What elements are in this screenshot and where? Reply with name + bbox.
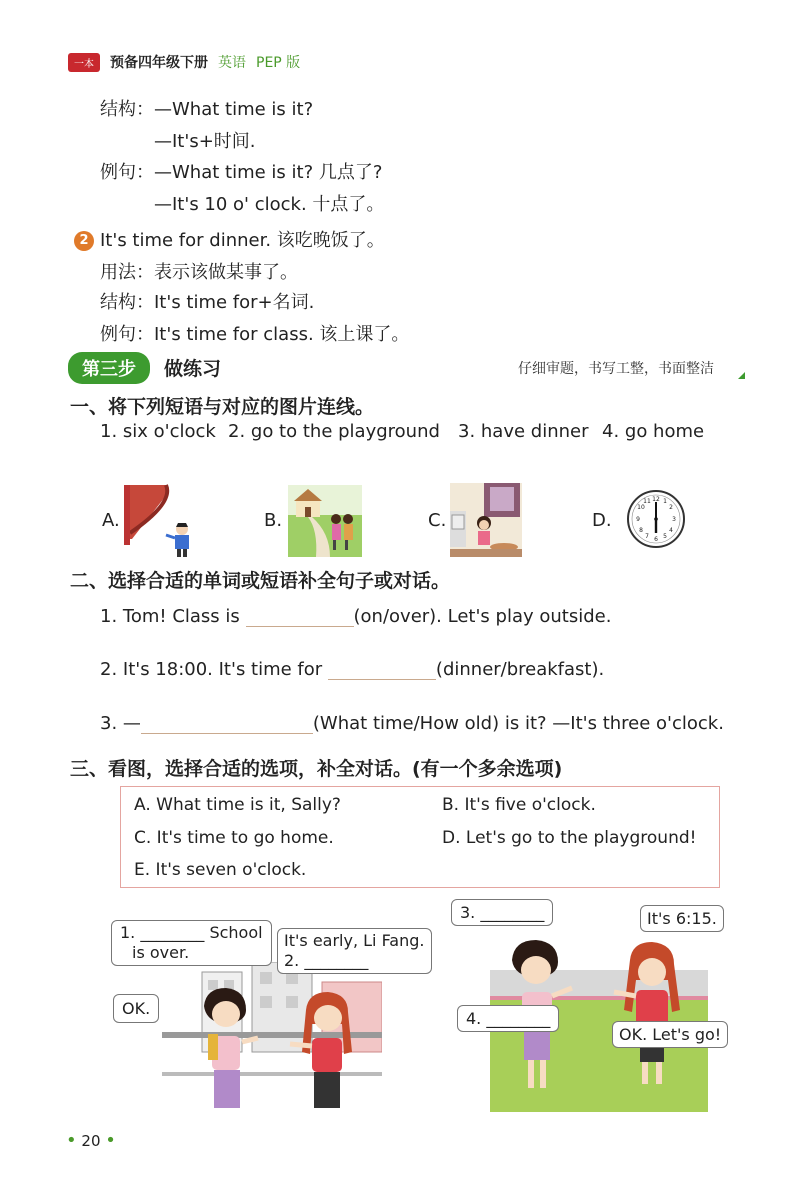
- option-d: D. Let's go to the playground!: [442, 828, 697, 848]
- speech-bubble-time: It's 6:15.: [640, 905, 724, 932]
- usage-line: 用法：表示该做某事了。: [100, 262, 298, 283]
- phrase-4: 4. go home: [602, 421, 705, 442]
- speech-bubble-ok: OK.: [113, 994, 159, 1023]
- section2-title: 二、选择合适的单词或短语补全句子或对话。: [70, 570, 451, 592]
- svg-text:2: 2: [669, 504, 673, 511]
- option-c: C. It's time to go home.: [134, 828, 334, 848]
- book-title: 预备四年级下册: [110, 55, 208, 71]
- dot-icon: •: [66, 1130, 77, 1151]
- brand-logo: 一本: [68, 53, 100, 72]
- svg-text:11: 11: [643, 498, 651, 505]
- pattern2-title: [74, 226, 385, 252]
- q3-text-before: 3. —: [100, 713, 141, 734]
- bubble1-line-b: is over.: [132, 943, 190, 962]
- q2-text-before: 2. It's 18:00. It's time for: [100, 659, 323, 680]
- answer-blank-3[interactable]: [141, 715, 313, 734]
- q3-text-after: (What time/How old) is it? —It's three o'clock.: [312, 713, 724, 734]
- step-title: 做练习: [164, 358, 222, 380]
- svg-text:5: 5: [663, 533, 667, 540]
- option-a: A. What time is it, Sally?: [134, 795, 341, 815]
- number-badge: 2: [74, 231, 94, 251]
- edition-label: PEP 版: [256, 55, 301, 71]
- structure-line: 结构：It's time for+名词.: [100, 292, 315, 313]
- pattern2-title-text: It's time for dinner. 该吃晚饭了。: [100, 230, 385, 251]
- svg-text:4: 4: [669, 527, 673, 534]
- q1-text-before: 1. Tom! Class is: [100, 606, 240, 627]
- playground-picture: [122, 483, 198, 557]
- subject-label: 英语: [218, 55, 246, 71]
- section3-title: 三、看图，选择合适的选项，补全对话。(有一个多余选项): [70, 758, 563, 780]
- picture-label-d: D.: [592, 510, 612, 531]
- option-e: E. It's seven o'clock.: [134, 860, 307, 880]
- speech-bubble-lets-go: OK. Let's go!: [612, 1021, 728, 1048]
- structure-question: [100, 95, 313, 121]
- answer-blank-1[interactable]: [246, 608, 354, 627]
- speech-bubble-3: 3. ________: [451, 899, 553, 926]
- svg-text:1: 1: [663, 498, 667, 505]
- q1-text-after: (on/over). Let's play outside.: [353, 606, 612, 627]
- example-q-text: —What time is it? 几点了?: [154, 162, 383, 183]
- fill-question-3: [100, 713, 724, 734]
- option-b: B. It's five o'clock.: [442, 795, 596, 815]
- q2-text-after: (dinner/breakfast).: [435, 659, 605, 680]
- speech-bubble-2: [277, 928, 432, 974]
- bubble2-line-b: 2. ________: [284, 951, 369, 970]
- corner-triangle-icon: [738, 372, 745, 379]
- picture-label-b: B.: [264, 510, 283, 531]
- answer-blank-2[interactable]: [328, 661, 436, 680]
- svg-text:12: 12: [652, 496, 660, 503]
- bubble2-line-a: It's early, Li Fang.: [284, 931, 425, 950]
- picture-label-a: A.: [102, 510, 120, 531]
- step-motto: 仔细审题，书写工整，书面整洁: [518, 361, 714, 377]
- dot-icon: •: [105, 1130, 116, 1151]
- picture-label-c: C.: [428, 510, 447, 531]
- svg-text:8: 8: [639, 527, 643, 534]
- clock-picture: [626, 489, 686, 549]
- phrase-3: 3. have dinner: [458, 421, 589, 442]
- phrase-2: 2. go to the playground: [228, 421, 440, 442]
- example-question: [100, 158, 382, 184]
- svg-text:10: 10: [637, 504, 645, 511]
- page-header: [68, 52, 300, 72]
- step-badge: 第三步: [68, 352, 150, 384]
- svg-text:9: 9: [636, 516, 640, 523]
- school-gate-scene: [162, 962, 382, 1112]
- example-line: 例句：It's time for class. 该上课了。: [100, 324, 410, 345]
- go-home-picture: [288, 485, 362, 557]
- example-label: 例句：: [100, 162, 154, 183]
- page-number-text: 20: [81, 1132, 101, 1150]
- dinner-picture: [450, 483, 522, 557]
- phrase-1: 1. six o'clock: [100, 421, 216, 442]
- svg-text:3: 3: [672, 516, 676, 523]
- structure-label: 结构：: [100, 99, 154, 120]
- structure-answer: —It's+时间.: [154, 131, 256, 152]
- fill-question-1: [100, 606, 611, 627]
- fill-question-2: [100, 659, 604, 680]
- example-answer: —It's 10 o' clock. 十点了。: [154, 194, 385, 215]
- svg-text:7: 7: [645, 533, 649, 540]
- structure-q-text: —What time is it?: [154, 99, 314, 120]
- speech-bubble-4: 4. ________: [457, 1005, 559, 1032]
- svg-text:6: 6: [654, 536, 658, 543]
- speech-bubble-1: [111, 920, 272, 966]
- section1-title: 一、将下列短语与对应的图片连线。: [70, 396, 375, 418]
- page-number: [66, 1130, 116, 1151]
- bubble1-line-a: 1. ________ School: [120, 923, 263, 942]
